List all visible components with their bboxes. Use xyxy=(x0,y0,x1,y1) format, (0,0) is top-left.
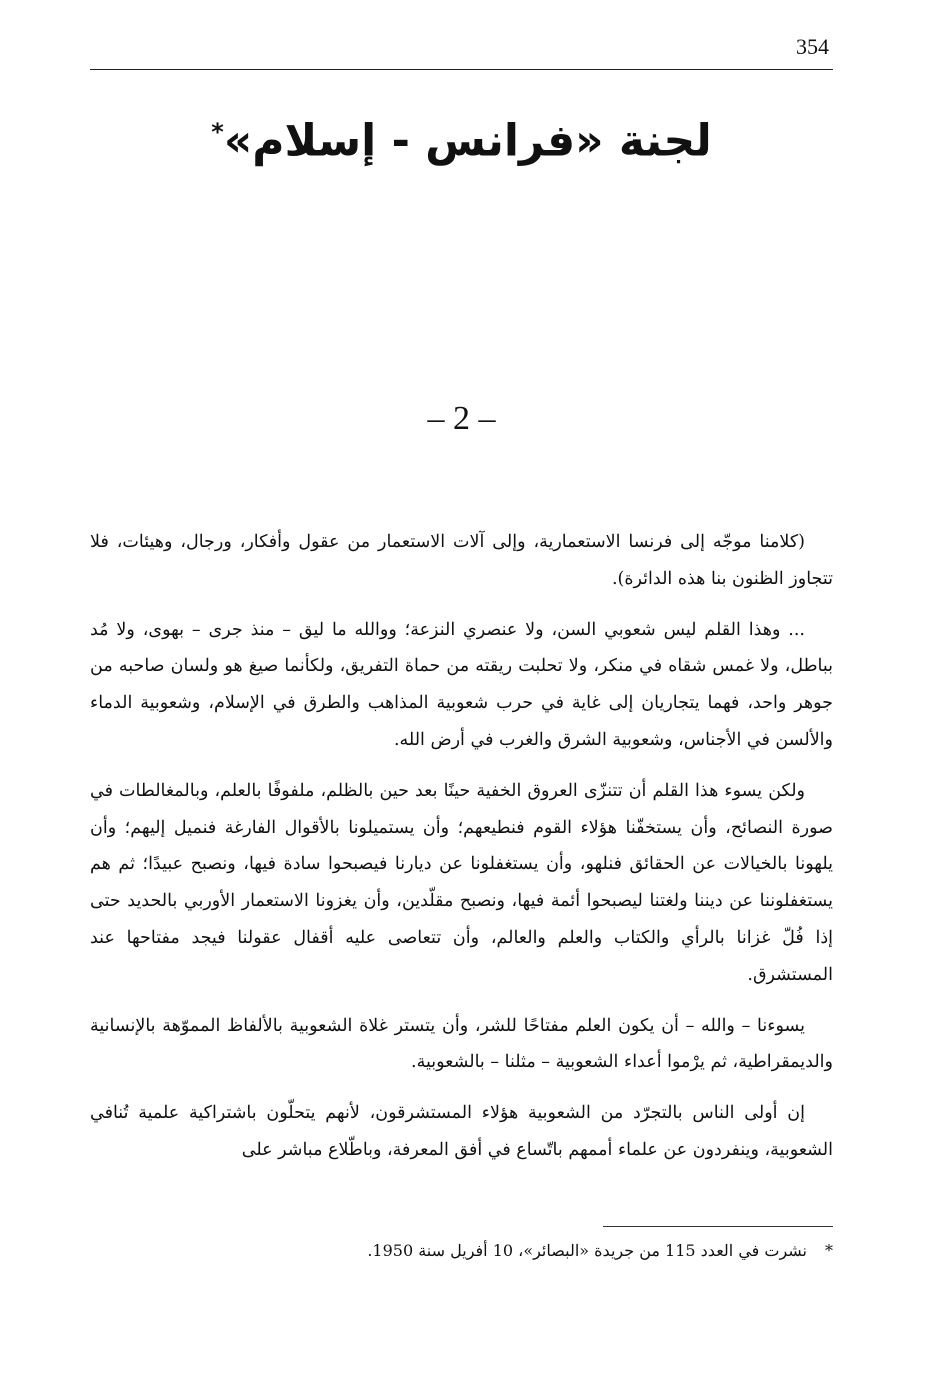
title-footnote-mark: * xyxy=(211,118,224,146)
paragraph: يسوءنا – والله – أن يكون العلم مفتاحًا للشر، وأن يتستر غلاة الشعوبية بالألفاظ المموّهة بالإنسانية والديمقراطية، ثم يرْموا أعداء الشعوبية – مثلنا – بالشعوبية. xyxy=(90,1015,833,1073)
footnote xyxy=(90,1236,833,1266)
paragraph: ... وهذا القلم ليس شعوبي السن، ولا عنصري النزعة؛ ووالله ما ليق – منذ جرى – بهوى، ولا مُد بباطل، ولا غمس شقاه في منكر، ولا تحلبت ريقته من حماة التفريق، ولكأنما صيغ هو ولسان صاحبه من جوهر واحد، فهما يتجاريان إلى غاية في حرب شعوبية المذاهب والطرق في الإسلام، وشعوبية الدماء والألسن في الأجناس، وشعوبية الشرق والغرب في أرض الله. xyxy=(90,619,833,750)
footnote-rule xyxy=(603,1226,833,1227)
paragraph: إن أولى الناس بالتجرّد من الشعوبية هؤلاء المستشرقون، لأنهم يتحلّون باشتراكية علمية تُنافي الشعوبية، وينفردون عن علماء أممهم باتّساع في أفق المعرفة، وباطّلاع مباشر على xyxy=(90,1103,833,1160)
body-text xyxy=(90,524,833,1183)
chapter-title-text: لجنة «فرانس - إسلام» xyxy=(223,115,712,167)
paragraph: (كلامنا موجّه إلى فرنسا الاستعمارية، وإلى آلات الاستعمار من عقول وأفكار، ورجال، وهيئات، فلا تتجاوز الظنون بنا هذه الدائرة). xyxy=(90,532,833,589)
header-rule xyxy=(90,69,833,70)
footnote-text: نشرت في العدد 115 من جريدة «البصائر»، 10 أفريل سنة 1950. xyxy=(367,1241,807,1260)
section-number: – 2 – xyxy=(427,400,496,437)
chapter-title xyxy=(90,100,833,174)
footnote-mark: * xyxy=(825,1241,833,1260)
paragraph: ولكن يسوء هذا القلم أن تتنزّى العروق الخفية حينًا بعد حين بالظلم، ملفوفًا بالعلم، وبالمغالطات في صورة النصائح، وأن يستخفّنا هؤلاء القوم فنطيعهم؛ وأن يستميلونا بالأقوال الفارغة فنميل إليهم؛ وأن يلهونا بالخيالات عن الحقائق فنلهو، وأن يستغفلونا عن ديارنا فيصبحوا سادة فيها، ونصبح عبيدًا؛ ثم هم يستغفلوننا عن ديننا ولغتنا ليصبحوا أئمة فيها، ونصبح مقلّدين، وأن يغزونا الاستعمار الأوربي بالحديد حتى إذا فُلّ غزانا بالرأي والكتاب والعلم والعالم، وأن تتعاصى عليه أقفال عقولنا فيجد مفتاحها عند المستشرق. xyxy=(90,780,833,985)
page-number: 354 xyxy=(796,34,829,59)
